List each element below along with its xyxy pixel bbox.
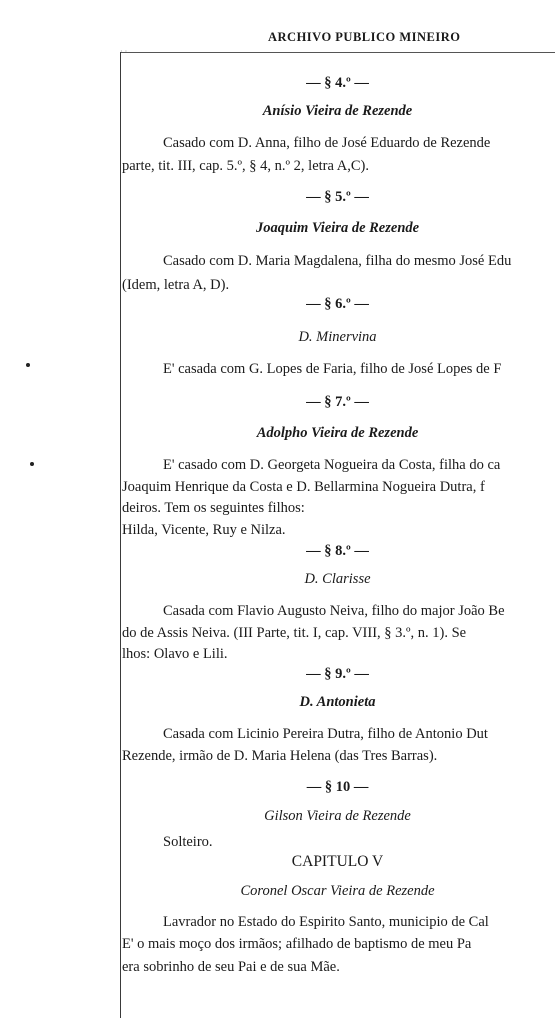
- text-line: Casada com Flavio Augusto Neiva, filho do major João Be: [163, 603, 505, 619]
- text-line: E' o mais moço dos irmãos; afilhado de baptismo de meu Pa: [122, 936, 472, 952]
- chapter-name: Coronel Oscar Vieira de Rezende: [240, 883, 435, 899]
- text-line: parte, tit. III, cap. 5.º, § 4, n.º 2, letra A,C).: [122, 158, 369, 174]
- text-line: Rezende, irmão de D. Maria Helena (das Tres Barras).: [122, 748, 438, 764]
- section-name-5: Joaquim Vieira de Rezende: [255, 220, 420, 236]
- text-line: Casado com D. Anna, filho de José Eduardo de Rezende: [163, 135, 491, 151]
- section-name-8: D. Clarisse: [304, 571, 371, 587]
- margin-dot: [26, 363, 30, 367]
- text-line: E' casado com D. Georgeta Nogueira da Costa, filha do ca: [163, 457, 501, 473]
- text-line: Hilda, Vicente, Ruy e Nilza.: [122, 522, 286, 538]
- text-line: (Idem, letra A, D).: [122, 277, 230, 293]
- running-header: ARCHIVO PUBLICO MINEIRO: [268, 30, 461, 44]
- section-mark-9: — § 9.º —: [306, 666, 369, 682]
- section-mark-5: — § 5.º —: [306, 189, 369, 205]
- section-mark-6: — § 6.º —: [306, 296, 369, 312]
- text-line: Joaquim Henrique da Costa e D. Bellarmina Nogueira Dutra, f: [122, 479, 485, 495]
- text-line: era sobrinho de seu Pai e de sua Mãe.: [122, 959, 340, 975]
- chapter-heading: CAPITULO V: [291, 853, 384, 870]
- section-name-4: Anísio Vieira de Rezende: [262, 103, 413, 119]
- text-line: Casada com Licinio Pereira Dutra, filho de Antonio Dut: [163, 726, 488, 742]
- header-rule: [120, 52, 555, 53]
- section-mark-8: — § 8.º —: [306, 543, 369, 559]
- text-line: E' casada com G. Lopes de Faria, filho de José Lopes de F: [163, 361, 502, 377]
- section-name-6: D. Minervina: [298, 329, 377, 345]
- section-mark-7: — § 7.º —: [306, 394, 369, 410]
- section-name-10: Gilson Vieira de Rezende: [264, 808, 411, 824]
- section-mark-4: — § 4.º —: [306, 75, 369, 91]
- text-line: Lavrador no Estado do Espirito Santo, municipio de Cal: [163, 914, 489, 930]
- section-mark-10: — § 10 —: [306, 779, 369, 795]
- section-name-7: Adolpho Vieira de Rezende: [256, 425, 419, 441]
- text-line: do de Assis Neiva. (III Parte, tit. I, cap. VIII, § 3.º, n. 1). Se: [122, 625, 467, 641]
- text-line: Casado com D. Maria Magdalena, filha do mesmo José Edu: [163, 253, 512, 269]
- text-line: deiros. Tem os seguintes filhos:: [122, 500, 305, 516]
- margin-dot: [30, 462, 34, 466]
- text-line: Solteiro.: [163, 834, 213, 850]
- section-name-9: D. Antonieta: [299, 694, 376, 710]
- text-line: lhos: Olavo e Lili.: [122, 646, 228, 662]
